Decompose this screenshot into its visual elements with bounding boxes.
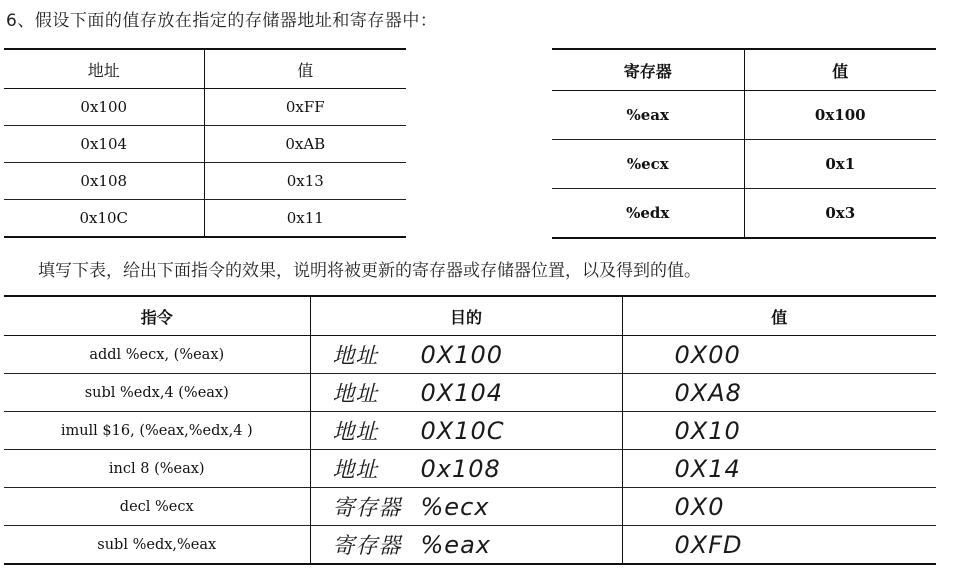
- memory-table: [4, 48, 406, 238]
- memory-value-cell: 0x13: [204, 163, 406, 200]
- destination-cell: [310, 374, 622, 412]
- destination-type: 地址: [332, 344, 379, 369]
- destination-type: 地址: [332, 382, 379, 407]
- result-value-cell: 0X00: [622, 336, 936, 374]
- memory-address-cell: 0x108: [4, 163, 204, 200]
- destination-location: 0X100: [420, 341, 504, 369]
- memory-address-cell: 0x10C: [4, 200, 204, 238]
- destination-cell: [310, 488, 622, 526]
- destination-location: %ecx: [420, 493, 490, 521]
- memory-value-cell: 0xFF: [204, 89, 406, 126]
- instruction-header: 指令: [4, 296, 310, 336]
- result-value-cell: 0XA8: [622, 374, 936, 412]
- register-name-cell: %ecx: [552, 140, 744, 189]
- instruction-cell: decl %ecx: [4, 488, 310, 526]
- destination-type: 寄存器: [332, 496, 402, 521]
- register-header-name: 寄存器: [552, 49, 744, 91]
- destination-type: 寄存器: [332, 534, 402, 559]
- table-row: [4, 450, 936, 488]
- register-value-cell: 0x100: [744, 91, 936, 140]
- table-row: [4, 488, 936, 526]
- memory-value-cell: 0x11: [286, 209, 324, 227]
- table-row: [4, 89, 406, 126]
- value-header: 值: [622, 296, 936, 336]
- destination-location: 0X10C: [420, 417, 505, 445]
- instruction-table-header: [4, 296, 936, 336]
- memory-address-cell: 0x104: [4, 126, 204, 163]
- table-row: [4, 126, 406, 163]
- instruction-cell: incl 8 (%eax): [4, 450, 310, 488]
- question-instruction: 填写下表，给出下面指令的效果，说明将被更新的寄存器或存储器位置，以及得到的值。: [38, 261, 701, 281]
- result-value-cell: 0XFD: [674, 530, 743, 559]
- instruction-cell: addl %ecx, (%eax): [4, 336, 310, 374]
- result-value-cell: 0X0: [622, 488, 936, 526]
- memory-value-cell: 0xAB: [204, 126, 406, 163]
- register-name-cell: %eax: [552, 91, 744, 140]
- instruction-cell: subl %edx,4 (%eax): [4, 374, 310, 412]
- instruction-cell: imull $16, (%eax,%edx,4 ): [4, 412, 310, 450]
- memory-address-cell: 0x100: [4, 89, 204, 126]
- result-value-cell: 0X14: [622, 450, 936, 488]
- table-row: [4, 200, 406, 238]
- register-value-cell: 0x3: [825, 204, 856, 222]
- table-row: [552, 140, 936, 189]
- destination-type: 地址: [332, 458, 379, 483]
- memory-table-header: [4, 49, 406, 89]
- instruction-table: [4, 295, 936, 565]
- register-value-cell: 0x1: [744, 140, 936, 189]
- result-value-cell: 0X10: [622, 412, 936, 450]
- destination-cell: [310, 336, 622, 374]
- table-row: [4, 336, 936, 374]
- destination-cell: [310, 450, 622, 488]
- destination-type: 地址: [332, 420, 379, 445]
- instruction-cell: subl %edx,%eax: [4, 526, 310, 565]
- table-row: [4, 412, 936, 450]
- register-name-cell: %edx: [552, 189, 744, 239]
- register-header-value: 值: [744, 49, 936, 91]
- register-table-header: [552, 49, 936, 91]
- table-row: [4, 374, 936, 412]
- destination-cell: [310, 526, 622, 565]
- destination-location: 0x108: [420, 455, 501, 483]
- destination-location: 0X104: [420, 379, 504, 407]
- memory-header-value: 值: [204, 49, 406, 89]
- table-row: [4, 163, 406, 200]
- destination-location: %eax: [420, 531, 491, 559]
- table-row: [552, 189, 936, 239]
- destination-cell: [310, 412, 622, 450]
- memory-header-address: 地址: [4, 49, 204, 89]
- register-table: [552, 48, 936, 239]
- destination-header: 目的: [310, 296, 622, 336]
- question-title: 6、假设下面的值存放在指定的存储器地址和寄存器中：: [6, 11, 438, 31]
- table-row: [552, 91, 936, 140]
- table-row: [4, 526, 936, 565]
